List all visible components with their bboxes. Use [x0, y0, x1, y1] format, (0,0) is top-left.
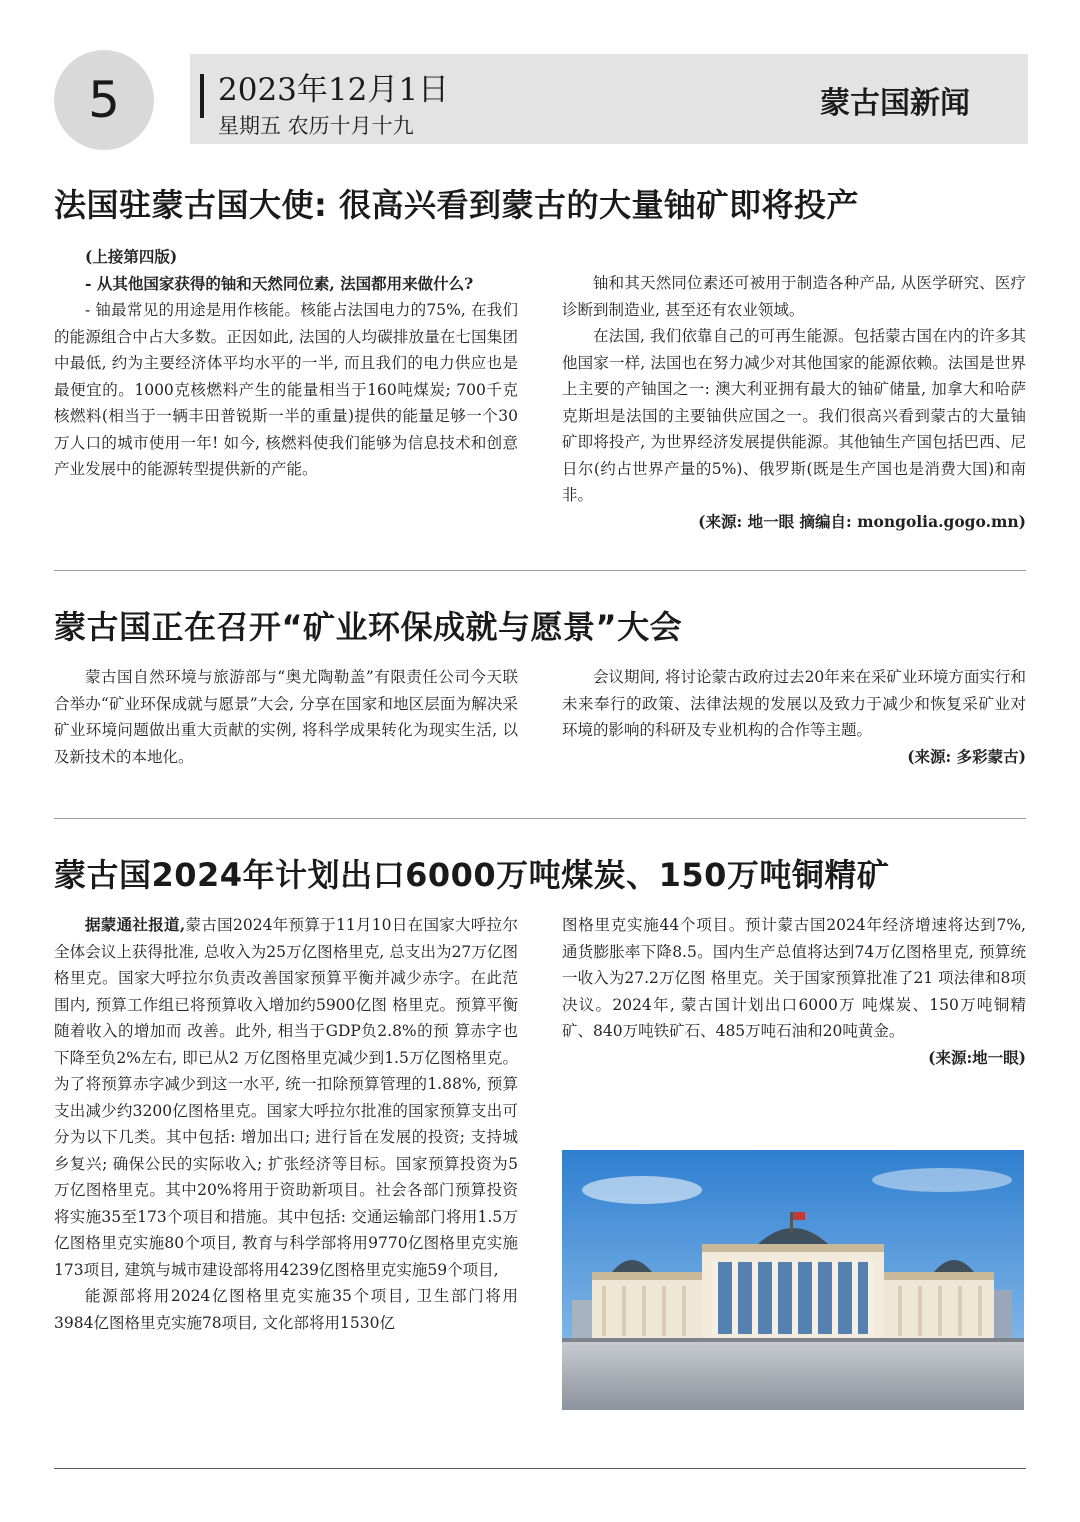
- article3-left-paragraph-2: 能源部将用2024亿图格里克实施35个项目, 卫生部门将用3984亿图格里克实施78项目, 文化部将用1530亿: [54, 1287, 518, 1332]
- article2-right-paragraph: 会议期间, 将讨论蒙古政府过去20年来在采矿业环境方面实行和未来奉行的政策、法律法规的发展以及致力于减少和恢复采矿业对环境的影响的科研及专业机构的合作等主题。: [562, 668, 1026, 739]
- article1-continued: (上接第四版): [85, 247, 178, 266]
- government-palace-photo: [562, 1150, 1024, 1410]
- article-divider: [54, 570, 1026, 571]
- article1-title: 法国驻蒙古国大使: 很高兴看到蒙古的大量铀矿即将投产: [54, 186, 859, 224]
- article-divider: [54, 818, 1026, 819]
- page-bottom-rule: [54, 1468, 1026, 1469]
- article3-lead: 据蒙通社报道,: [85, 915, 186, 934]
- page-number-badge: [54, 50, 154, 150]
- article3-title: 蒙古国2024年计划出口6000万吨煤炭、150万吨铜精矿: [54, 856, 890, 894]
- article3-right-column: [562, 912, 1026, 1071]
- article1-question: - 从其他国家获得的铀和天然同位素, 法国都用来做什么?: [85, 273, 474, 293]
- article3-right-paragraph: 图格里克实施44个项目。预计蒙古国2024年经济增速将达到7%, 通货膨胀率下降8.5。国内生产总值将达到74万亿图格里克, 预算统一收入为27.2万亿图 格里克。关于国家预算批准了21 项法律和8项决议。2024年, 蒙古国计划出口6000万 吨煤炭、150万吨铜精矿、840万吨铁矿石、485万吨石油和20吨黄金。: [562, 916, 1026, 1040]
- article3-left-column: [54, 912, 518, 1336]
- section-title: 蒙古国新闻: [820, 86, 970, 121]
- article1-answer: - 铀最常见的用途是用作核能。核能占法国电力的75%, 在我们的能源组合中占大多数。正因如此, 法国的人均碳排放量在七国集团中最低, 约为主要经济体平均水平的一半, 而且我们的电力供应也是最便宜的。1000克核燃料产生的能量相当于160吨煤炭; 700千克核燃料(相当于一辆丰田普锐斯一半的重量)提供的能量足够一个30万人口的城市使用一年! 如今, 核燃料使我们能够为信息技术和创意产业发展中的能源转型提供新的产能。: [54, 301, 518, 478]
- article2-source: (来源: 多彩蒙古): [907, 746, 1026, 766]
- article2-left-paragraph: 蒙古国自然环境与旅游部与“奥尤陶勒盖”有限责任公司今天联合举办“矿业环保成就与愿景”大会, 分享在国家和地区层面为解决采矿业环境问题做出重大贡献的实例, 将科学成果转化为现实生活, 以及新技术的本地化。: [54, 668, 518, 766]
- article2-right-column: [562, 664, 1026, 770]
- weekday-lunar-date: 星期五 农历十月十九: [218, 114, 414, 138]
- issue-date: 2023年12月1日: [218, 72, 450, 108]
- government-palace-illustration: [562, 1150, 1024, 1410]
- article3-body: 蒙古国2024年预算于11月10日在国家大呼拉尔全体会议上获得批准, 总收入为25万亿图格里克, 总支出为27万亿图格里克。国家大呼拉尔负责改善国家预算平衡并减少赤字。在此范围内, 预算工作组已将预算收入增加约5900亿图 格里克。预算平衡随着收入的增加而 改善。此外, 相当于GDP负2.8%的预 算赤字也下降至负2%左右, 即已从2 万亿图格里克减少到1.5万亿图格里克。为了将预算赤字减少到这一水平, 统一扣除预算管理的1.88%, 预算支出减少约3200亿图格里克。国家大呼拉尔批准的国家预算支出可分为以下几类。其中包括: 增加出口; 进行旨在发展的投资; 支持城乡复兴; 确保公民的实际收入; 扩张经济等目标。国家预算投资为5万亿图格里克。其中20%将用于资助新项目。社会各部门预算投资将实施35至173个项目和措施。其中包括: 交通运输部门将用1.5万亿图格里克实施80个项目, 教育与科学部将用9770亿图格里克实施173项目, 建筑与城市建设部将用4239亿图格里克实施59个项目,: [54, 916, 518, 1279]
- article2-left-column: [54, 664, 518, 770]
- header-divider: [200, 74, 204, 118]
- article1-right-paragraph-1: 铀和其天然同位素还可被用于制造各种产品, 从医学研究、医疗诊断到制造业, 甚至还有农业领域。: [562, 274, 1026, 319]
- page-number: 5: [88, 71, 120, 129]
- article1-right-column: [562, 270, 1026, 535]
- article1-source: (来源: 地一眼 摘编自: mongolia.gogo.mn): [698, 511, 1026, 531]
- article1-left-column: [54, 244, 518, 483]
- article2-title: 蒙古国正在召开“矿业环保成就与愿景”大会: [54, 608, 683, 646]
- article1-right-paragraph-2: 在法国, 我们依靠自己的可再生能源。包括蒙古国在内的许多其他国家一样, 法国也在努力减少对其他国家的能源依赖。法国是世界上主要的产铀国之一: 澳大利亚拥有最大的铀矿储量, 加拿大和哈萨克斯坦是法国的主要铀供应国之一。我们很高兴看到蒙古的大量铀矿即将投产, 为世界经济发展提供能源。其他铀生产国包括巴西、尼日尔(约占世界产量的5%)、俄罗斯(既是生产国也是消费大国)和南非。: [562, 327, 1026, 504]
- article3-source: (来源:地一眼): [928, 1047, 1026, 1067]
- article3-left-paragraph-1: [54, 912, 518, 1283]
